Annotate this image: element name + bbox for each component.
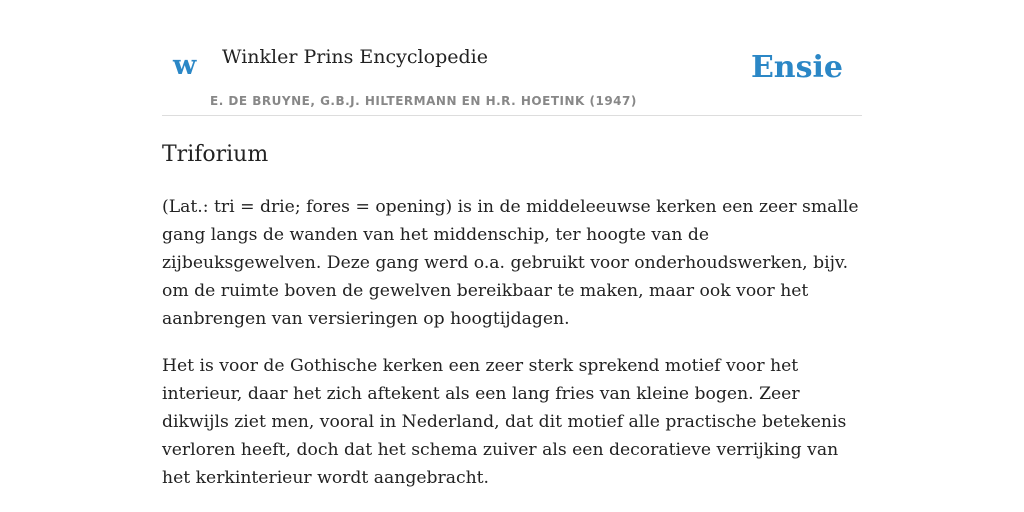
source-header (162, 0, 862, 116)
page-container (162, 0, 862, 511)
entry-body (162, 193, 862, 492)
ensie-logo[interactable]: Ensie (750, 50, 843, 85)
source-title-link[interactable]: Winkler Prins Encyclopedie (222, 46, 488, 68)
entry-title: Triforium (162, 142, 269, 167)
source-authors: E. DE BRUYNE, G.B.J. HILTERMANN EN H.R. HOETINK (1947) (210, 94, 637, 108)
source-logo-icon[interactable]: w (173, 50, 197, 81)
entry-paragraph: (Lat.: tri = drie; fores = opening) is in de middeleeuwse kerken een zeer smalle gang langs de wanden van het middenschip, ter hoogte van de zijbeuksgewelven. Deze gang werd o.a. gebruikt voor onderhoudswerken, bijv. om de ruimte boven de gewelven bereikbaar te maken, maar ook voor het aanbrengen van versieringen op hoogtijdagen. (162, 196, 859, 329)
entry-paragraph: Het is voor de Gothische kerken een zeer sterk sprekend motief voor het interieur, daar het zich aftekent als een lang fries van kleine bogen. Zeer dikwijls ziet men, vooral in Nederland, dat dit motief alle practische betekenis verloren heeft, doch dat het schema zuiver als een decoratieve verrijking van het kerkinterieur wordt aangebracht. (162, 355, 847, 488)
